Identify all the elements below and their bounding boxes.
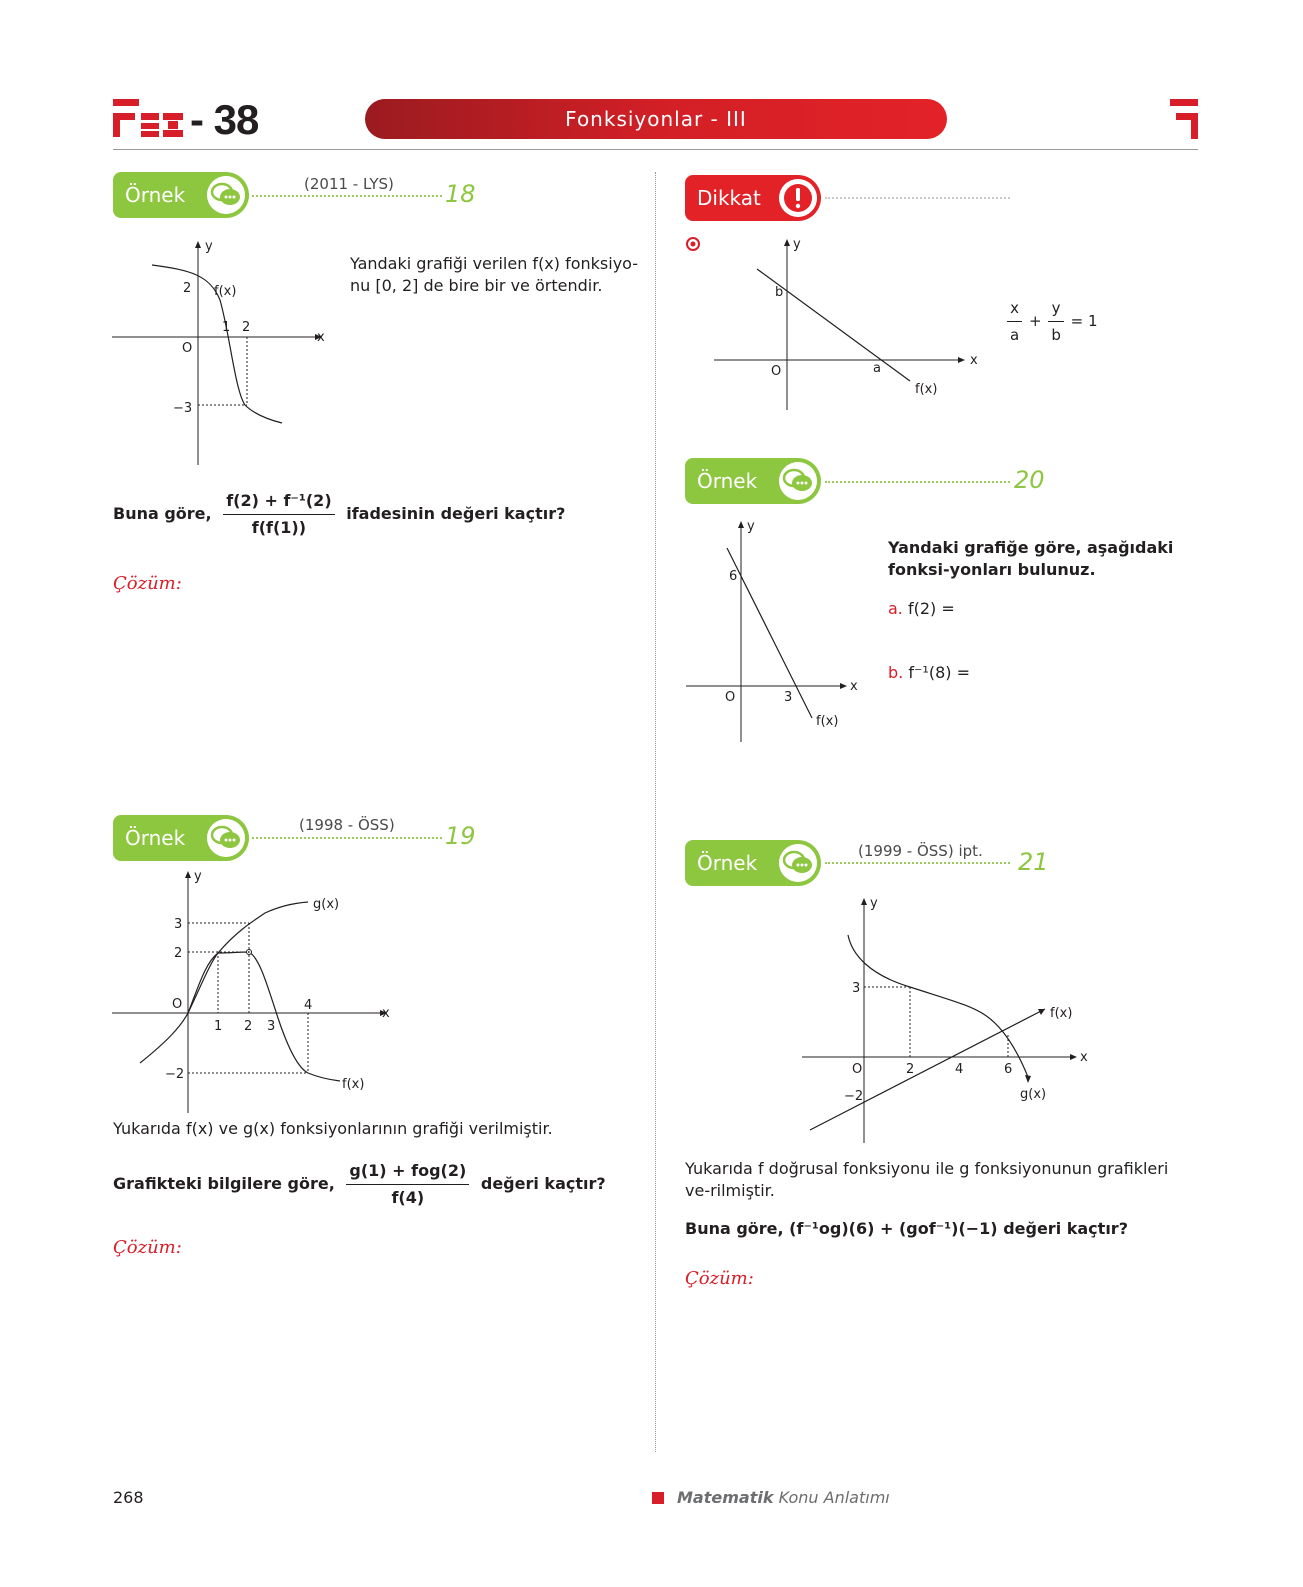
example-text: Yukarıda f doğrusal fonksiyonu ile g fonksiyonunun grafikleri ve-rilmiştir. <box>685 1159 1169 1200</box>
origin-label: O <box>725 690 736 705</box>
item-b-label: b. <box>888 663 904 682</box>
x-axis-label: x <box>850 679 858 694</box>
origin-label: O <box>771 364 782 379</box>
target-bullet-icon <box>685 236 701 252</box>
curve-label-fx: f(x) <box>1050 1006 1073 1021</box>
x-tick-4: 4 <box>955 1062 964 1077</box>
x-tick-2: 2 <box>244 1019 253 1034</box>
column-divider <box>655 172 656 1452</box>
example-number: 20 <box>1014 466 1045 494</box>
example-question <box>113 1160 643 1209</box>
fraction-numerator: y <box>1048 297 1064 322</box>
speech-bubbles-icon <box>779 844 817 882</box>
equation-rhs: = 1 <box>1070 312 1098 330</box>
x-tick-2: 2 <box>906 1062 915 1077</box>
solution-label: Çözüm: <box>685 1268 754 1289</box>
brand-rest: Konu Anlatımı <box>778 1488 890 1507</box>
fraction-x-over-a <box>1007 297 1022 346</box>
origin-label: O <box>852 1062 863 1077</box>
source-label: (1999 - ÖSS) ipt. <box>858 842 983 860</box>
item-a-expression: f(2) = <box>907 599 955 618</box>
item-a-label: a. <box>888 599 903 618</box>
x-axis-label: x <box>317 330 325 345</box>
example-number: 21 <box>1018 848 1049 876</box>
question-suffix: ifadesinin değeri kaçtır? <box>346 504 566 523</box>
y-axis-label: y <box>793 238 801 252</box>
dikkat-label: Dikkat <box>697 186 761 210</box>
speech-bubbles-icon <box>207 176 245 214</box>
dikkat-badge <box>685 175 821 221</box>
x-tick-6: 6 <box>1004 1062 1013 1077</box>
dotted-leader <box>252 195 442 197</box>
y-tick-3: 3 <box>174 917 183 932</box>
chapter-number: - 38 <box>190 96 259 143</box>
question-suffix: değeri kaçtır? <box>480 1174 606 1193</box>
x-axis-label: x <box>970 353 978 368</box>
y-intercept-label: b <box>775 285 784 300</box>
ornek-badge-21 <box>685 840 821 886</box>
y-axis-label: y <box>747 520 755 534</box>
origin-label: O <box>182 341 193 356</box>
item-b-expression: f⁻¹(8) = <box>908 663 970 682</box>
y-tick-neg2: −2 <box>165 1067 185 1082</box>
fraction-denominator: f(4) <box>391 1188 425 1207</box>
source-label: (2011 - LYS) <box>304 175 394 193</box>
curve-label-gx: g(x) <box>313 897 340 912</box>
x-tick-3: 3 <box>784 690 793 705</box>
page-number: 268 <box>113 1488 144 1507</box>
example-question: Buna göre, (f⁻¹og)(6) + (gof⁻¹)(−1) değeri kaçtır? <box>685 1219 1128 1238</box>
y-axis-label: y <box>205 240 213 254</box>
ornek-badge-18 <box>113 172 249 218</box>
header-rule <box>113 149 1198 150</box>
dotted-leader <box>825 862 1010 864</box>
plus-sign: + <box>1028 312 1042 330</box>
fraction-numerator: f(2) + f⁻¹(2) <box>223 490 334 515</box>
solution-label: Çözüm: <box>113 1237 182 1258</box>
line-equation <box>1005 297 1098 346</box>
ornek-label: Örnek <box>125 183 186 207</box>
ornek-label: Örnek <box>697 851 758 875</box>
curve-label-fx: f(x) <box>816 714 839 729</box>
graph-dikkat <box>710 238 990 413</box>
fraction-numerator: x <box>1007 297 1022 322</box>
x-tick-4: 4 <box>304 998 313 1013</box>
graph-21 <box>800 895 1090 1145</box>
y-axis-label: y <box>870 896 878 911</box>
fraction-denominator: f(f(1)) <box>251 518 307 537</box>
speech-bubbles-icon <box>207 819 245 857</box>
x-tick-3: 3 <box>267 1019 276 1034</box>
fraction <box>223 490 334 539</box>
corner-logo <box>1170 99 1198 139</box>
example-text: Yandaki grafiği verilen f(x) fonksiyo-nu [0, 2] de bire bir ve örtendir. <box>350 254 639 295</box>
origin-label: O <box>172 997 183 1012</box>
item-b <box>888 662 970 684</box>
example-text: Yandaki grafiğe göre, aşağıdaki fonksi-yonları bulunuz. <box>888 538 1174 579</box>
fraction-denominator: b <box>1051 326 1061 344</box>
solution-label: Çözüm: <box>113 573 182 594</box>
fraction <box>346 1160 469 1209</box>
fraction-y-over-b <box>1048 297 1064 346</box>
example-number: 19 <box>445 822 476 850</box>
source-label: (1998 - ÖSS) <box>299 816 395 834</box>
dotted-leader <box>252 837 442 839</box>
y-tick-2: 2 <box>174 946 183 961</box>
y-axis-label: y <box>194 869 202 884</box>
ornek-label: Örnek <box>697 469 758 493</box>
example-text: Yukarıda f(x) ve g(x) fonksiyonlarının grafiği verilmiştir. <box>113 1119 553 1138</box>
y-tick-neg3: −3 <box>173 401 193 416</box>
x-tick-1: 1 <box>214 1019 223 1034</box>
x-tick-2: 2 <box>242 320 251 335</box>
x-intercept-label: a <box>873 361 881 376</box>
dotted-leader <box>825 197 1010 199</box>
fraction-numerator: g(1) + fog(2) <box>346 1160 469 1185</box>
graph-18 <box>110 240 330 465</box>
curve-label-gx: g(x) <box>1020 1087 1047 1102</box>
x-axis-label: x <box>382 1006 390 1021</box>
y-tick-2: 2 <box>183 281 192 296</box>
ornek-badge-20 <box>685 458 821 504</box>
question-prefix: Grafikteki bilgilere göre, <box>113 1174 335 1193</box>
x-tick-1: 1 <box>222 320 231 335</box>
footer-square-icon <box>652 1492 664 1504</box>
example-number: 18 <box>445 180 476 208</box>
footer-brand <box>677 1488 890 1507</box>
brand-bold: Matematik <box>677 1488 774 1507</box>
example-question <box>113 490 643 539</box>
y-tick-neg2: −2 <box>844 1089 864 1104</box>
exclamation-icon <box>779 179 817 217</box>
graph-19 <box>110 868 400 1113</box>
faz-logo <box>113 99 185 139</box>
speech-bubbles-icon <box>779 462 817 500</box>
ornek-label: Örnek <box>125 826 186 850</box>
fraction-denominator: a <box>1010 326 1020 344</box>
item-a <box>888 598 955 620</box>
question-prefix: Buna göre, <box>113 504 212 523</box>
y-tick-3: 3 <box>852 981 861 996</box>
curve-label-fx: f(x) <box>915 382 938 397</box>
chapter-title-bar: Fonksiyonlar - III <box>365 99 947 139</box>
curve-label-fx: f(x) <box>342 1077 365 1092</box>
dotted-leader <box>825 481 1010 483</box>
x-axis-label: x <box>1080 1050 1088 1065</box>
curve-label-fx: f(x) <box>214 284 237 299</box>
graph-20 <box>682 520 872 745</box>
ornek-badge-19 <box>113 815 249 861</box>
y-tick-6: 6 <box>729 569 738 584</box>
